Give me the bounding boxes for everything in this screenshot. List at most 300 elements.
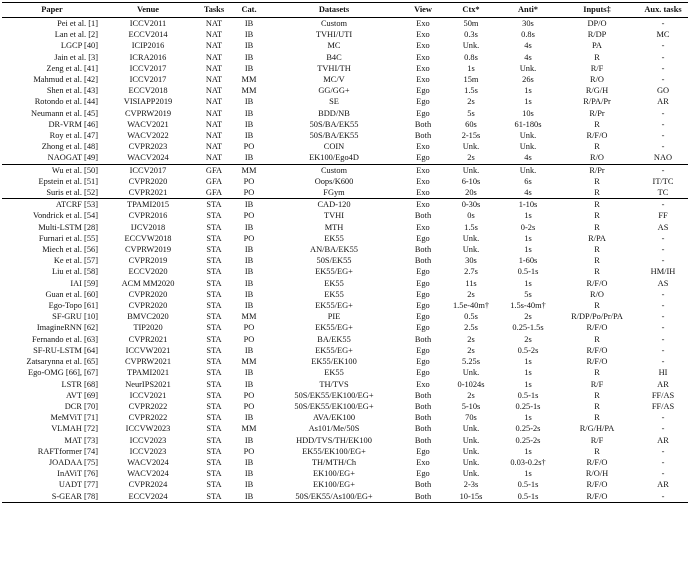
- cell-context: 11s: [465, 278, 477, 288]
- table-row: [2, 255, 688, 266]
- cell-context: Unk.: [462, 435, 480, 445]
- cell-datasets: SE: [329, 97, 339, 107]
- header-anticipation: Anti*: [500, 3, 556, 18]
- cell-aux-tasks: -: [638, 164, 688, 176]
- cell-tasks: NAT: [205, 119, 223, 129]
- cell-view: Ego: [416, 233, 430, 243]
- cell-paper: VLMAH [72]: [51, 424, 98, 434]
- cell-inputs: R: [594, 401, 600, 411]
- cell-tasks: GFA: [205, 188, 223, 198]
- cell-category: PO: [243, 142, 255, 152]
- cell-category: PO: [243, 323, 255, 333]
- table-row: [2, 130, 688, 141]
- cell-category: IB: [244, 379, 254, 389]
- cell-context: 15m: [463, 75, 479, 85]
- cell-aux-tasks: AR: [657, 97, 669, 107]
- cell-category: PO: [243, 211, 255, 221]
- cell-context: 0-30s: [442, 199, 500, 211]
- cell-category: MM: [241, 312, 257, 322]
- cell-inputs: R/O: [590, 153, 604, 163]
- cell-view: Ego: [416, 469, 430, 479]
- header-venue: Venue: [102, 3, 194, 18]
- cell-inputs: R: [594, 176, 600, 186]
- cell-context: Unk.: [462, 233, 480, 243]
- cell-datasets: EK55/EG+: [315, 323, 353, 333]
- cell-view: Ego: [416, 345, 430, 355]
- cell-paper: MeMViT [71]: [50, 413, 98, 423]
- cell-paper: Zeng et al. [41]: [46, 63, 98, 73]
- cell-datasets: Oops/K600: [314, 176, 354, 186]
- cell-paper: Neumann et al. [45]: [31, 108, 98, 118]
- cell-anticipation: 0.5-1s: [517, 267, 539, 277]
- cell-category: MM: [241, 424, 257, 434]
- cell-inputs: R: [594, 301, 600, 311]
- cell-paper: Roy et al. [47]: [49, 131, 98, 141]
- cell-paper: Shen et al. [43]: [46, 86, 98, 96]
- cell-inputs: R/G/H/PA: [579, 424, 615, 434]
- cell-paper: Epstein et al. [51]: [38, 176, 98, 186]
- cell-datasets: COIN: [323, 142, 345, 152]
- table-row: [2, 423, 688, 434]
- cell-context: Unk.: [462, 469, 480, 479]
- cell-venue: CVPR2020: [128, 301, 168, 311]
- cell-tasks: NAT: [205, 63, 223, 73]
- cell-context: 5.25s: [462, 357, 480, 367]
- cell-venue: TIP2020: [133, 323, 163, 333]
- cell-view: Ego: [416, 301, 430, 311]
- cell-inputs: R: [594, 267, 600, 277]
- cell-tasks: STA: [206, 312, 222, 322]
- cell-tasks: GFA: [205, 176, 223, 186]
- cell-aux-tasks: TC: [657, 188, 669, 198]
- cell-tasks: STA: [206, 301, 222, 311]
- cell-paper: Zhong et al. [48]: [41, 142, 98, 152]
- cell-aux-tasks: GO: [656, 86, 670, 96]
- cell-category: IB: [244, 30, 254, 40]
- cell-tasks: NAT: [205, 142, 223, 152]
- cell-view: Ego: [416, 108, 430, 118]
- cell-datasets: B4C: [326, 52, 342, 62]
- cell-aux-tasks: FF: [658, 211, 668, 221]
- cell-venue: ECCV2020: [128, 267, 168, 277]
- cell-anticipation: 0.25-1.5s: [512, 323, 544, 333]
- cell-context: 1.5s: [464, 222, 478, 232]
- cell-anticipation: 4s: [524, 52, 532, 62]
- cell-tasks: STA: [206, 245, 222, 255]
- table-row: [2, 311, 688, 322]
- cell-view: Ego: [416, 446, 430, 456]
- cell-aux-tasks: -: [661, 457, 665, 467]
- cell-paper: AVT [69]: [65, 390, 98, 400]
- cell-venue: WACV2024: [127, 153, 169, 163]
- cell-paper: Jain et al. [3]: [54, 52, 98, 62]
- cell-category: MM: [234, 164, 264, 176]
- cell-aux-tasks: -: [661, 345, 665, 355]
- cell-inputs: DP/O: [587, 19, 607, 28]
- cell-paper: MAT [73]: [64, 435, 98, 445]
- cell-datasets: EK55/EG+: [315, 301, 353, 311]
- cell-view: Exo: [416, 19, 430, 28]
- cell-aux-tasks: -: [638, 199, 688, 211]
- cell-context: Unk.: [462, 424, 480, 434]
- table-row: [2, 479, 688, 490]
- cell-anticipation: 4s: [524, 188, 532, 198]
- cell-view: Both: [414, 435, 432, 445]
- table-row: [2, 40, 688, 51]
- cell-context: 2s: [467, 334, 475, 344]
- cell-anticipation: 0.5-1s: [500, 491, 556, 503]
- cell-aux-tasks: -: [661, 312, 665, 322]
- cell-aux-tasks: -: [661, 75, 665, 85]
- cell-context: 1s: [467, 63, 475, 73]
- table-row: [2, 119, 688, 130]
- cell-category: IB: [244, 469, 254, 479]
- cell-aux-tasks: -: [661, 256, 665, 266]
- table-row: [2, 187, 688, 199]
- cell-paper: DCR [70]: [64, 401, 98, 411]
- cell-anticipation: Unk.: [500, 164, 556, 176]
- cell-tasks: STA: [206, 446, 222, 456]
- cell-venue: CVPR2021: [128, 188, 168, 198]
- cell-venue: ACM MM2020: [121, 278, 175, 288]
- header-inputs: Inputs‡: [556, 3, 638, 18]
- cell-view: Ego: [416, 357, 430, 367]
- cell-paper: Liu et al. [58]: [51, 267, 98, 277]
- cell-inputs: R/F/O: [586, 278, 608, 288]
- cell-venue: TPAMI2015: [102, 199, 194, 211]
- cell-datasets: 50S/BA/EK55: [309, 131, 359, 141]
- cell-paper: ATCRF [53]: [2, 199, 102, 211]
- table-row: [2, 322, 688, 333]
- cell-tasks: NAT: [205, 108, 223, 118]
- cell-anticipation: 1s: [524, 97, 532, 107]
- cell-aux-tasks: -: [661, 131, 665, 141]
- cell-aux-tasks: -: [661, 301, 665, 311]
- table-row: [2, 446, 688, 457]
- cell-tasks: STA: [194, 199, 234, 211]
- cell-context: 60s: [465, 119, 477, 129]
- table-row: [2, 457, 688, 468]
- cell-tasks: STA: [206, 424, 222, 434]
- cell-context: Unk.: [462, 457, 480, 467]
- cell-view: Ego: [416, 153, 430, 163]
- cell-view: Exo: [416, 379, 430, 389]
- cell-view: Ego: [416, 267, 430, 277]
- cell-venue: ICCVW2021: [125, 345, 171, 355]
- cell-paper: UADT [77]: [58, 480, 98, 490]
- cell-tasks: NAT: [205, 97, 223, 107]
- cell-venue: CVPR2019: [128, 256, 168, 266]
- cell-tasks: STA: [206, 435, 222, 445]
- cell-aux-tasks: -: [661, 413, 665, 423]
- cell-anticipation: 1s: [524, 211, 532, 221]
- table-row: [2, 199, 688, 211]
- cell-tasks: STA: [206, 469, 222, 479]
- cell-view: Exo: [416, 188, 430, 198]
- cell-context: Unk.: [462, 368, 480, 378]
- cell-datasets: 50S/EK55/EK100/EG+: [294, 390, 374, 400]
- cell-view: Both: [414, 401, 432, 411]
- cell-view: Ego: [416, 368, 430, 378]
- cell-venue: ICCV2023: [129, 446, 167, 456]
- cell-tasks: STA: [206, 334, 222, 344]
- cell-context: 0.5s: [464, 312, 478, 322]
- cell-anticipation: 61-180s: [514, 119, 542, 129]
- cell-anticipation: 1s: [524, 357, 532, 367]
- cell-datasets: 50S/EK55/EK100/EG+: [294, 401, 374, 411]
- cell-category: PO: [243, 188, 255, 198]
- cell-anticipation: 30s: [522, 19, 534, 28]
- cell-context: 30s: [465, 256, 477, 266]
- cell-aux-tasks: -: [661, 63, 665, 73]
- cell-anticipation: 0.8s: [521, 30, 535, 40]
- table-row: [2, 108, 688, 119]
- cell-inputs: PA: [592, 41, 602, 51]
- cell-paper: SF-RU-LSTM [64]: [33, 345, 98, 355]
- cell-view: Both: [414, 211, 432, 221]
- cell-paper: S-GEAR [78]: [2, 491, 102, 503]
- cell-anticipation: 0.03-0.2s†: [510, 457, 546, 467]
- cell-context: 5s: [467, 108, 475, 118]
- cell-view: Exo: [416, 63, 430, 73]
- cell-category: IB: [244, 63, 254, 73]
- cell-tasks: STA: [206, 480, 222, 490]
- cell-context: Unk.: [462, 245, 480, 255]
- cell-category: MM: [241, 75, 257, 85]
- cell-view: Both: [414, 119, 432, 129]
- cell-venue: WACV2024: [127, 457, 169, 467]
- cell-venue: ICIP2016: [131, 41, 165, 51]
- cell-inputs: R: [594, 119, 600, 129]
- cell-paper: Vondrick et al. [54]: [33, 211, 98, 221]
- cell-venue: ICCV2021: [129, 390, 167, 400]
- cell-anticipation: 1s: [524, 368, 532, 378]
- cell-tasks: NAT: [205, 153, 223, 163]
- cell-venue: CVPR2024: [128, 480, 168, 490]
- cell-tasks: STA: [206, 401, 222, 411]
- table-row: [2, 367, 688, 378]
- cell-venue: ECCV2014: [128, 30, 168, 40]
- cell-category: IB: [244, 267, 254, 277]
- cell-tasks: STA: [206, 379, 222, 389]
- cell-inputs: R/F/O: [586, 345, 608, 355]
- cell-datasets: EK55: [324, 289, 344, 299]
- cell-tasks: STA: [206, 368, 222, 378]
- cell-context: 0.3s: [464, 30, 478, 40]
- cell-category: PO: [243, 233, 255, 243]
- header-aux-tasks: Aux. tasks: [638, 3, 688, 18]
- cell-inputs: R/F/O: [586, 457, 608, 467]
- cell-category: IB: [244, 52, 254, 62]
- cell-category: IB: [234, 491, 264, 503]
- cell-tasks: GFA: [194, 164, 234, 176]
- cell-context: 2-15s: [461, 131, 481, 141]
- cell-tasks: NAT: [205, 75, 223, 85]
- cell-venue: ECCVW2018: [124, 233, 172, 243]
- cell-inputs: R: [594, 222, 600, 232]
- cell-tasks: STA: [206, 357, 222, 367]
- cell-tasks: STA: [206, 413, 222, 423]
- header-view: View: [404, 3, 442, 18]
- cell-aux-tasks: AS: [657, 278, 669, 288]
- cell-venue: CVPR2021: [128, 334, 168, 344]
- cell-context: 2s: [467, 97, 475, 107]
- cell-category: IB: [244, 97, 254, 107]
- header-datasets: Datasets: [264, 3, 404, 18]
- cell-inputs: R/O: [590, 75, 604, 85]
- cell-aux-tasks: -: [661, 446, 665, 456]
- cell-venue: ICCV2017: [102, 164, 194, 176]
- cell-anticipation: 1s: [524, 86, 532, 96]
- cell-inputs: R/G/H: [585, 86, 609, 96]
- cell-tasks: NAT: [205, 52, 223, 62]
- cell-context: 2.7s: [464, 267, 478, 277]
- table-row: [2, 176, 688, 187]
- cell-anticipation: 0.25-2s: [515, 435, 541, 445]
- cell-context: 20s: [465, 188, 477, 198]
- cell-datasets: EK55: [324, 278, 344, 288]
- literature-comparison-table: [2, 2, 688, 503]
- cell-aux-tasks: FF/AS: [651, 390, 675, 400]
- table-row: [2, 300, 688, 311]
- cell-aux-tasks: -: [638, 491, 688, 503]
- cell-category: IB: [244, 457, 254, 467]
- cell-aux-tasks: AS: [657, 222, 669, 232]
- cell-datasets: TVHI/TH: [317, 63, 351, 73]
- table-row: [2, 435, 688, 446]
- cell-venue: ICCVW2023: [125, 424, 171, 434]
- cell-anticipation: 1s: [524, 413, 532, 423]
- cell-datasets: TH/MTH/Ch: [311, 457, 357, 467]
- cell-anticipation: 6s: [524, 176, 532, 186]
- cell-venue: ICCV2017: [129, 63, 167, 73]
- cell-category: MM: [241, 86, 257, 96]
- cell-anticipation: 10s: [522, 108, 534, 118]
- cell-tasks: STA: [206, 390, 222, 400]
- cell-context: 2s: [467, 153, 475, 163]
- cell-paper: Ego-Topo [61]: [48, 301, 98, 311]
- table-row: [2, 52, 688, 63]
- table-row: [2, 85, 688, 96]
- table-row: [2, 74, 688, 85]
- cell-paper: Furnari et al. [55]: [38, 233, 98, 243]
- cell-aux-tasks: AR: [657, 379, 669, 389]
- cell-aux-tasks: NAO: [653, 153, 673, 163]
- cell-datasets: MC/V: [323, 75, 345, 85]
- cell-anticipation: 0-2s: [520, 222, 536, 232]
- cell-tasks: NAT: [205, 41, 223, 51]
- cell-datasets: TH/TVS: [319, 379, 349, 389]
- cell-anticipation: 0.5-1s: [517, 390, 539, 400]
- cell-datasets: CAD-120: [264, 199, 404, 211]
- table-row: [2, 233, 688, 244]
- cell-anticipation: 2s: [524, 312, 532, 322]
- cell-venue: BMVC2020: [127, 312, 169, 322]
- table-body: [2, 18, 688, 503]
- cell-view: Exo: [416, 457, 430, 467]
- cell-tasks: STA: [206, 233, 222, 243]
- table-row: [2, 63, 688, 74]
- cell-inputs: R: [594, 390, 600, 400]
- cell-context: 0.8s: [464, 52, 478, 62]
- cell-aux-tasks: -: [661, 142, 665, 152]
- table-row: [2, 356, 688, 367]
- cell-view: Exo: [416, 30, 430, 40]
- cell-paper: Pei et al. [1]: [57, 19, 98, 28]
- cell-inputs: R/Pr: [589, 108, 605, 118]
- cell-category: IB: [244, 119, 254, 129]
- cell-datasets: BDD/NB: [318, 108, 350, 118]
- cell-inputs: R/F/O: [556, 491, 638, 503]
- cell-aux-tasks: -: [661, 233, 665, 243]
- header-context: Ctx*: [442, 3, 500, 18]
- cell-context: 50m: [463, 19, 479, 28]
- cell-inputs: R: [594, 52, 600, 62]
- cell-aux-tasks: HI: [658, 368, 668, 378]
- cell-view: Both: [404, 491, 442, 503]
- cell-inputs: R: [594, 413, 600, 423]
- cell-paper: Zatsarynna et al. [65]: [26, 357, 98, 367]
- cell-aux-tasks: -: [661, 41, 665, 51]
- cell-anticipation: 2s: [524, 334, 532, 344]
- cell-category: IB: [244, 131, 254, 141]
- cell-tasks: NAT: [205, 30, 223, 40]
- cell-aux-tasks: AR: [657, 480, 669, 490]
- cell-venue: TPAMI2021: [126, 368, 170, 378]
- cell-anticipation: Unk.: [519, 142, 537, 152]
- cell-inputs: R/F: [590, 379, 604, 389]
- cell-paper: NAOGAT [49]: [47, 153, 98, 163]
- cell-datasets: PIE: [327, 312, 341, 322]
- cell-inputs: R/F/O: [586, 480, 608, 490]
- cell-aux-tasks: -: [661, 334, 665, 344]
- cell-context: 10-15s: [442, 491, 500, 503]
- table-row: [2, 96, 688, 107]
- table-row: [2, 222, 688, 233]
- cell-view: Both: [414, 334, 432, 344]
- cell-category: IB: [244, 108, 254, 118]
- cell-view: Both: [414, 413, 432, 423]
- cell-anticipation: 1s: [524, 245, 532, 255]
- cell-datasets: EK55/EK100: [311, 357, 357, 367]
- cell-category: PO: [243, 446, 255, 456]
- cell-aux-tasks: FF/AS: [651, 401, 675, 411]
- cell-paper: DR-VRM [46]: [48, 119, 98, 129]
- cell-inputs: R: [556, 199, 638, 211]
- header-tasks: Tasks: [194, 3, 234, 18]
- cell-aux-tasks: MC: [656, 30, 670, 40]
- cell-view: Exo: [416, 52, 430, 62]
- cell-context: Unk.: [462, 142, 480, 152]
- cell-datasets: AVA/EK100: [312, 413, 356, 423]
- cell-datasets: BA/EK55: [317, 334, 351, 344]
- cell-anticipation: 1s: [524, 446, 532, 456]
- cell-anticipation: 4s: [524, 41, 532, 51]
- cell-venue: ICCV2023: [129, 435, 167, 445]
- cell-context: 1.5s: [464, 86, 478, 96]
- header-category: Cat.: [234, 3, 264, 18]
- cell-paper: Suris et al. [52]: [46, 188, 98, 198]
- cell-tasks: NAT: [205, 86, 223, 96]
- cell-category: IB: [244, 19, 254, 28]
- cell-venue: CVPRW2021: [124, 357, 172, 367]
- cell-inputs: R/F/O: [586, 357, 608, 367]
- cell-context: Unk.: [462, 41, 480, 51]
- table-row: [2, 152, 688, 164]
- cell-tasks: STA: [194, 491, 234, 503]
- cell-datasets: EK100/EG+: [313, 469, 355, 479]
- cell-datasets: HDD/TVS/TH/EK100: [296, 435, 372, 445]
